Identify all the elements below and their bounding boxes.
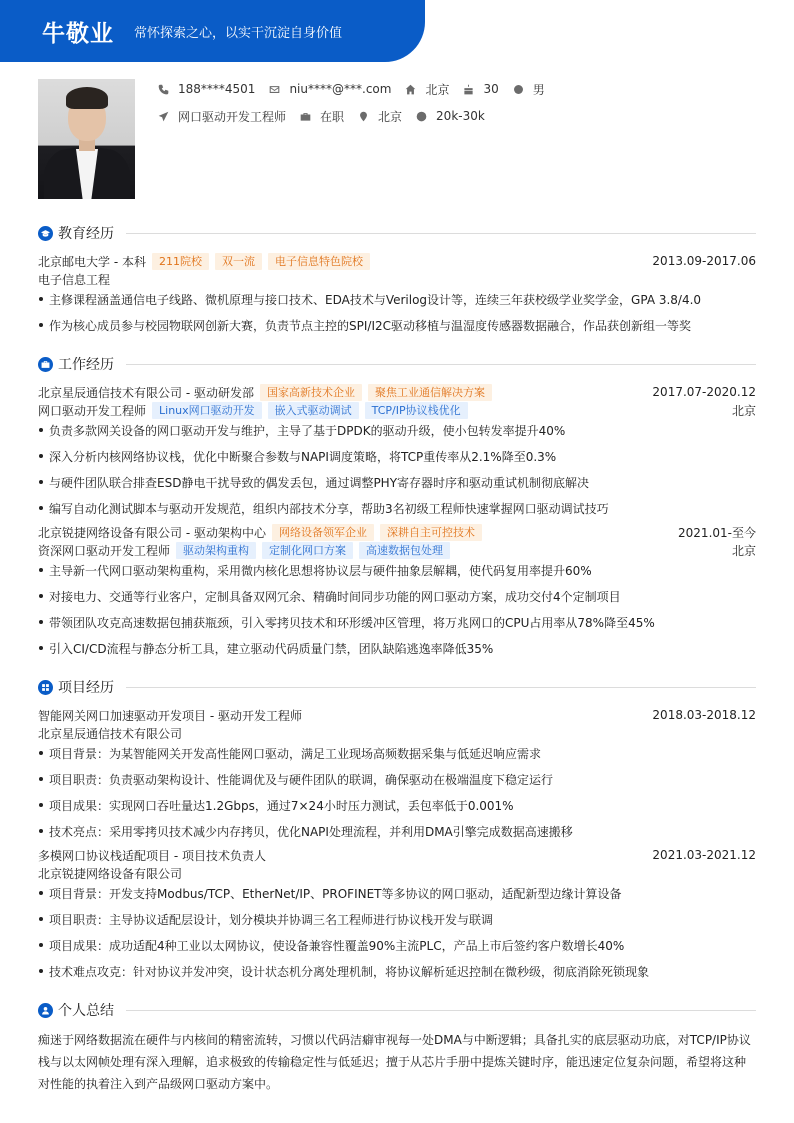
education-period: 2013.09-2017.06 [652,254,756,268]
project-company: 北京星辰通信技术有限公司 [38,726,183,741]
section-title: 教育经历 [58,226,114,242]
project-period: 2018.03-2018.12 [652,708,756,722]
project-bullet: 技术亮点：采用零拷贝技术减少内存拷贝，优化NAPI处理流程，并利用DMA引擎完成数据高速搬移 [38,822,756,840]
header-band [0,0,425,62]
contact-phone: 188****4501 [158,82,255,96]
job-bullet: 编写自动化测试脚本与驱动开发规范，组织内部技术分享，帮助3名初级工程师快速掌握网口驱动调试技巧 [38,499,756,517]
project-bullet: 项目成果：实现网口吞吐量达1.2Gbps，通过7×24小时压力测试，丢包率低于0.001% [38,796,756,814]
section-title: 项目经历 [58,680,114,696]
project-header [38,706,756,724]
user-icon [38,1003,53,1018]
contact-email: niu****@***.com [269,82,391,96]
graduation-cap-icon [38,226,53,241]
project-company: 北京锐捷网络设备有限公司 [38,866,183,881]
section-divider [126,1010,756,1011]
skill-tag: Linux网口驱动开发 [152,402,262,419]
section-work [38,354,756,374]
job-header [38,383,756,401]
intent-salary: 20k-30k [416,109,485,123]
job-bullet: 带领团队攻克高速数据包捕获瓶颈，引入零拷贝技术和环形缓冲区管理，将万兆网口的CPU占用率从78%降至45% [38,613,756,631]
job-header [38,523,756,541]
school-tag: 电子信息特色院校 [268,253,370,270]
job-bullet: 主导新一代网口驱动架构重构，采用微内核化思想将协议层与硬件抽象层解耦，使代码复用率提升60% [38,561,756,579]
school-tag: 双一流 [215,253,262,270]
job-role: 网口驱动开发工程师 [38,403,147,418]
skill-tag: 驱动架构重构 [176,542,256,559]
job-bullet: 引入CI/CD流程与静态分析工具，建立驱动代码质量门禁，团队缺陷逃逸率降低35% [38,639,756,657]
project-period: 2021.03-2021.12 [652,848,756,862]
job-bullet: 与硬件团队联合排查ESD静电干扰导致的偶发丢包，通过调整PHY寄存器时序和驱动重试机制彻底解决 [38,473,756,491]
section-education [38,223,756,243]
project-bullet: 技术难点攻克：针对协议并发冲突，设计状态机分离处理机制，将协议解析延迟控制在微秒级，彻底消除死锁现象 [38,962,756,980]
project-bullet: 项目成果：成功适配4种工业以太网协议，使设备兼容性覆盖90%主流PLC，产品上市后签约客户数增长40% [38,936,756,954]
section-summary [38,1000,756,1020]
job-intent-row [158,107,499,125]
section-title: 工作经历 [58,357,114,373]
job-period: 2021.01-至今 [678,525,756,540]
job-role: 资深网口驱动开发工程师 [38,543,171,558]
grid-icon [38,680,53,695]
mail-icon [269,84,280,95]
project-bullet: 项目职责：负责驱动架构设计、性能调优及与硬件团队的联调，确保驱动在极端温度下稳定运行 [38,770,756,788]
section-divider [126,364,756,365]
company-line: 北京锐捷网络设备有限公司 - 驱动架构中心 [38,525,266,540]
section-divider [126,233,756,234]
job-location: 北京 [731,543,756,558]
section-divider [126,687,756,688]
skill-tag: 定制化网口方案 [262,542,353,559]
summary-text: 痴迷于网络数据流在硬件与内核间的精密流转，习惯以代码洁癖审视每一处DMA与中断逻辑；具备扎实的底层驱动功底，对TCP/IP协议栈与以太网帧处理有深入理解，追求极致的传输稳定性与低延迟；擅于从芯片手册中提炼关键时序，能迅速定位复杂问题，希望将这种对性能的执着注入到产品级网口驱动方案中。 [38,1033,751,1091]
project-name: 多模网口协议栈适配项目 - 项目技术负责人 [38,848,266,863]
send-icon [158,111,169,122]
skill-tag: 高速数据包处理 [359,542,450,559]
education-bullet: 作为核心成员参与校园物联网创新大赛，负责节点主控的SPI/I2C驱动移植与温湿度传感器数据融合，作品获创新组一等奖 [38,316,756,334]
company-tag: 聚焦工业通信解决方案 [368,384,492,401]
intent-city: 北京 [358,108,402,125]
job-role-line [38,541,756,559]
project-bullet: 项目背景：开发支持Modbus/TCP、EtherNet/IP、PROFINET等多协议的网口驱动，适配新型边缘计算设备 [38,884,756,902]
location-pin-icon [358,111,369,122]
project-name: 智能网关网口加速驱动开发项目 - 驱动开发工程师 [38,708,302,723]
intent-position: 网口驱动开发工程师 [158,108,286,125]
contact-gender: 男 [513,81,545,98]
project-header [38,846,756,864]
company-tag: 网络设备领军企业 [272,524,374,541]
skill-tag: TCP/IP协议栈优化 [365,402,468,419]
gender-icon [513,84,524,95]
project-bullet: 项目职责：主导协议适配层设计，划分模块并协调三名工程师进行协议栈开发与联调 [38,910,756,928]
briefcase-icon [300,111,311,122]
job-bullet: 负责多款网关设备的网口驱动开发与维护，主导了基于DPDK的驱动升级，使小包转发率提升40% [38,421,756,439]
home-icon [405,84,416,95]
candidate-name: 牛敬业 [42,20,114,47]
job-bullet: 深入分析内核网络协议栈，优化中断聚合参数与NAPI调度策略，将TCP重传率从2.1%降至0.3% [38,447,756,465]
money-icon [416,111,427,122]
job-bullet: 对接电力、交通等行业客户，定制具备双网冗余、精确时间同步功能的网口驱动方案，成功交付4个定制项目 [38,587,756,605]
contact-city: 北京 [405,81,449,98]
section-projects [38,677,756,697]
skill-tag: 嵌入式驱动调试 [268,402,359,419]
job-period: 2017.07-2020.12 [652,385,756,399]
intent-status: 在职 [300,108,344,125]
company-tag: 深耕自主可控技术 [380,524,482,541]
education-major: 电子信息工程 [38,272,111,287]
company-tag: 国家高新技术企业 [260,384,362,401]
education-header [38,252,756,270]
school-line: 北京邮电大学 - 本科 [38,254,146,269]
job-location: 北京 [731,403,756,418]
profile-photo [38,79,135,199]
education-bullet: 主修课程涵盖通信电子线路、微机原理与接口技术、EDA技术与Verilog设计等，连续三年获校级学业奖学金，GPA 3.8/4.0 [38,290,756,308]
contact-row [158,80,559,98]
job-role-line [38,401,756,419]
company-line: 北京星辰通信技术有限公司 - 驱动研发部 [38,385,254,400]
project-bullet: 项目背景：为某智能网关开发高性能网口驱动，满足工业现场高频数据采集与低延迟响应需求 [38,744,756,762]
school-tag: 211院校 [152,253,209,270]
contact-age: 30 [463,82,498,96]
phone-icon [158,84,169,95]
section-title: 个人总结 [58,1003,114,1019]
cake-icon [463,84,474,95]
briefcase-icon [38,357,53,372]
candidate-motto: 常怀探索之心，以实干沉淀自身价值 [134,25,343,41]
